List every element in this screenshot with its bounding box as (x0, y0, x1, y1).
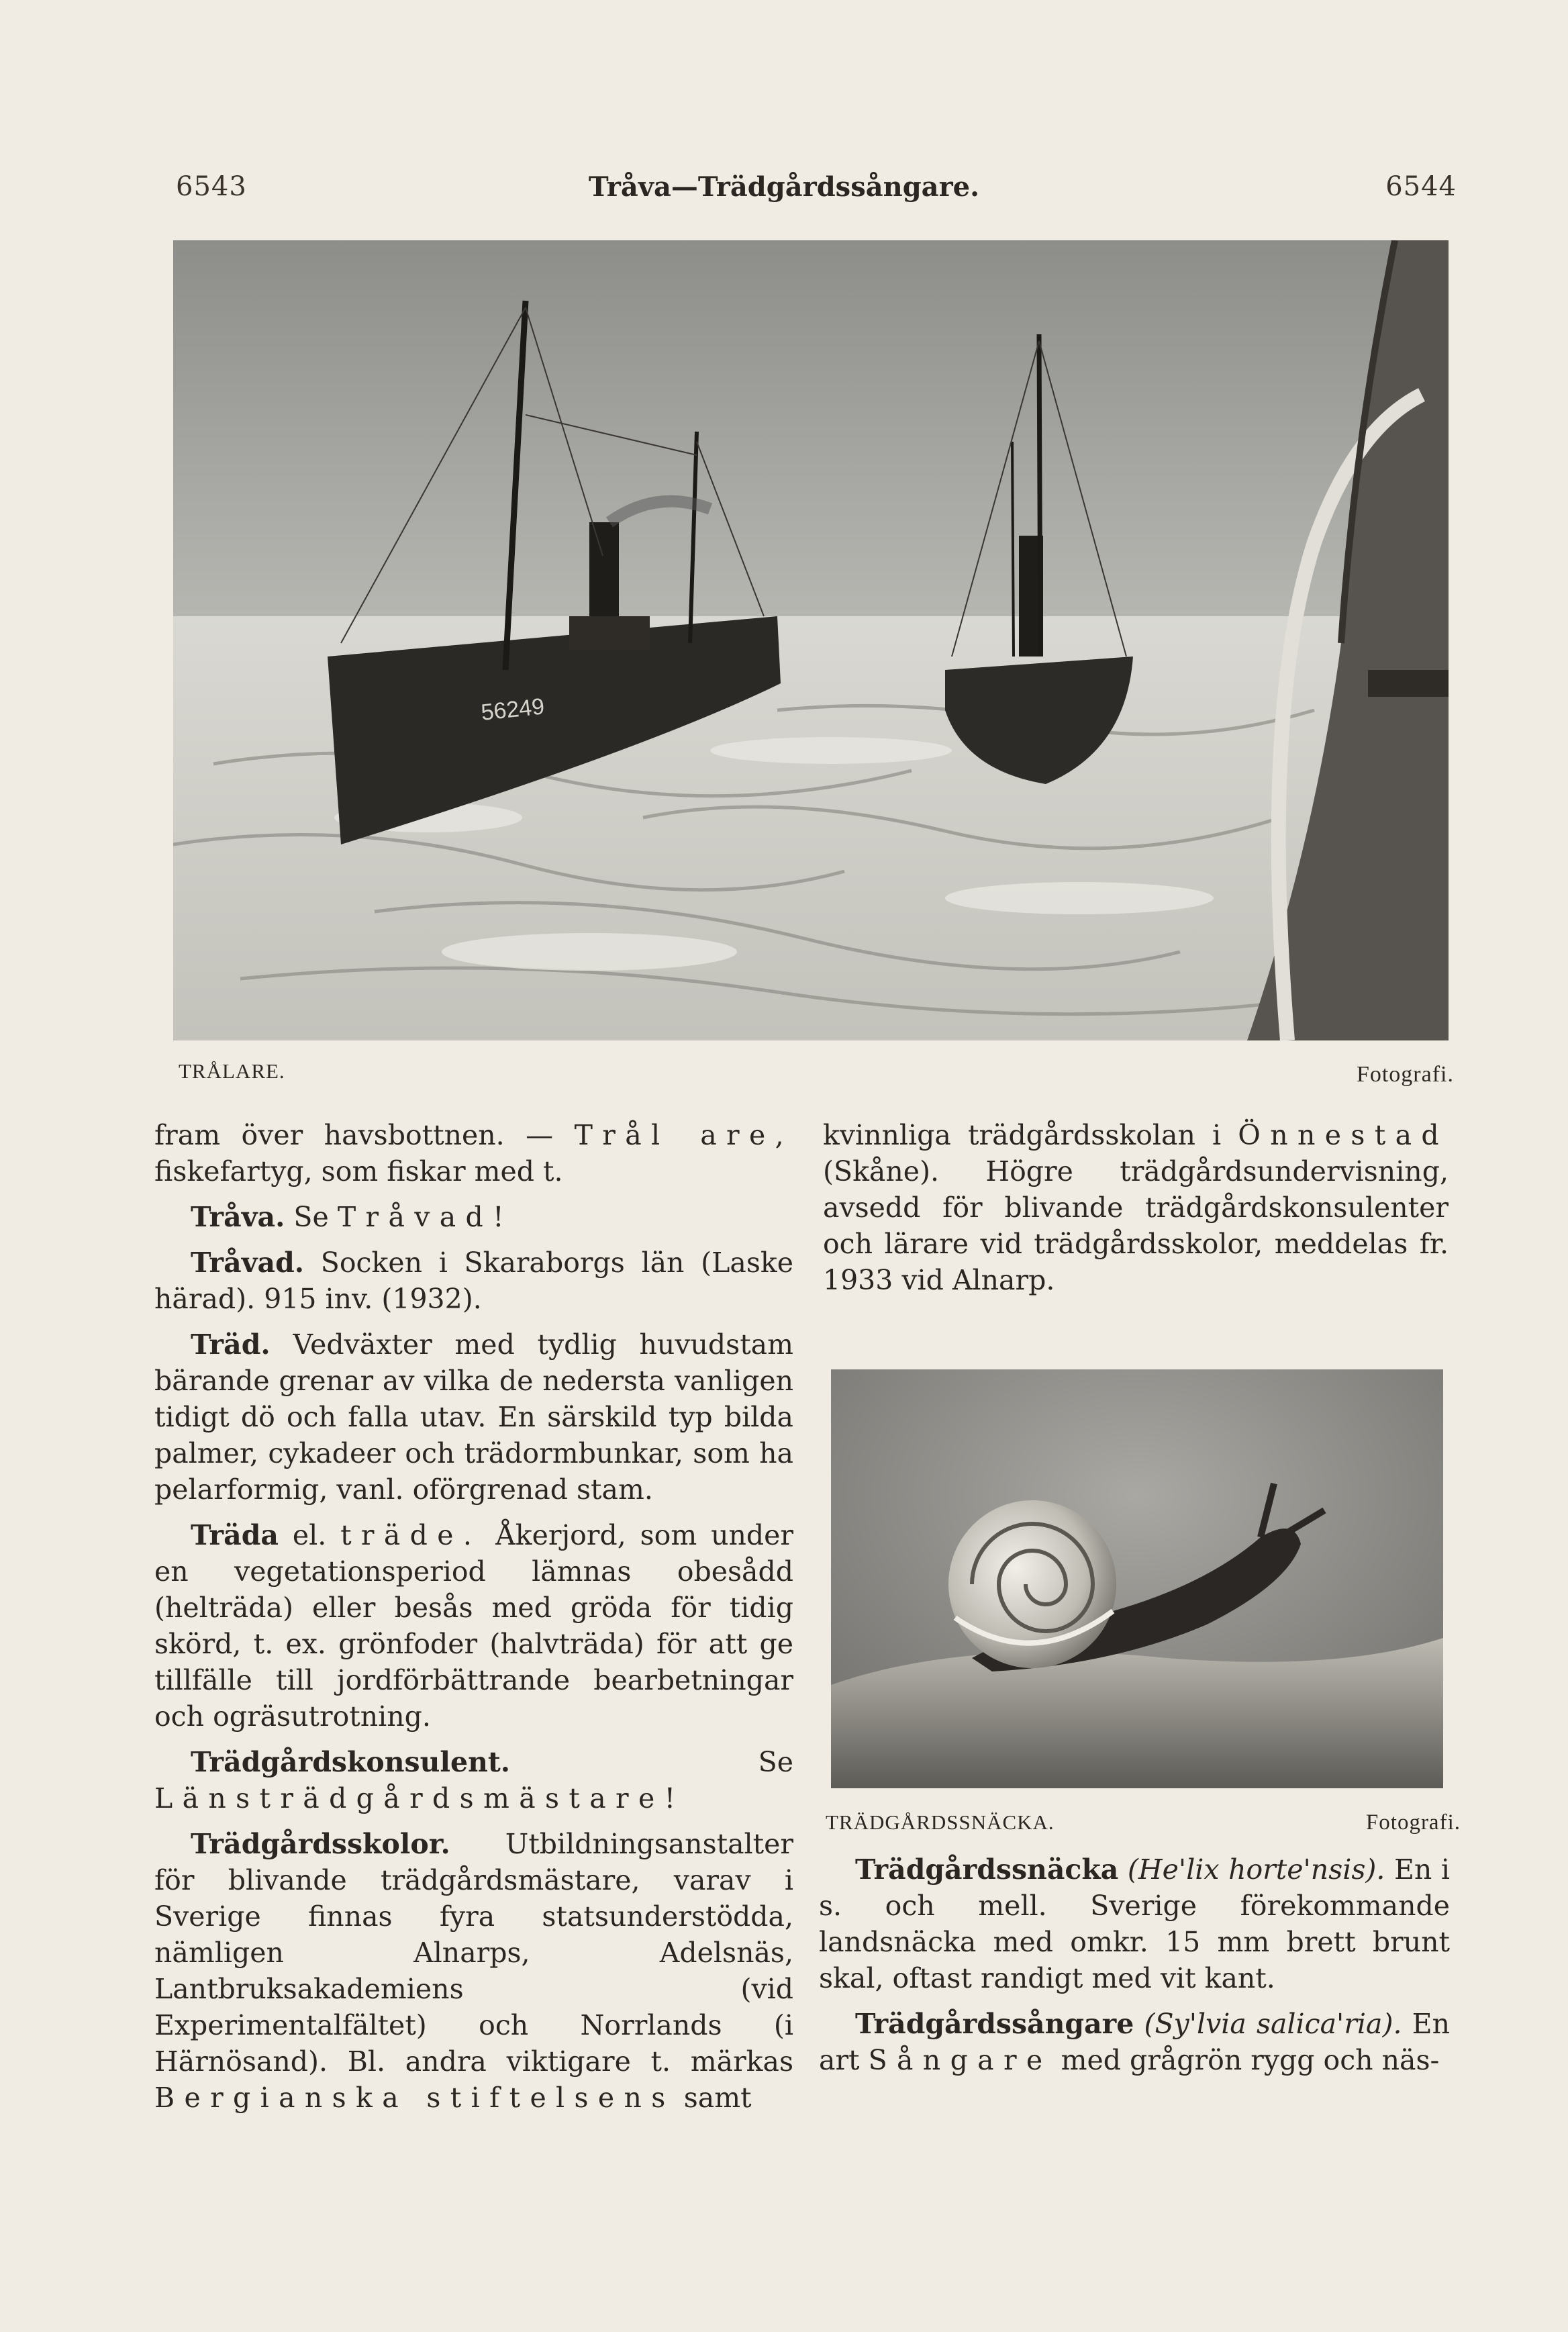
entry-tralare (154, 1117, 793, 1189)
crossref-text: Sångare (868, 2044, 1052, 2076)
text-fragment: med grågrön rygg och näs- (1061, 2044, 1440, 2076)
crossref-text: Länsträdgårdsmästare! (154, 1782, 685, 1814)
trawler-photo-credit: Fotografi. (1356, 1062, 1454, 1087)
headword: Trädgårdskonsulent. (191, 1746, 511, 1778)
headword: Trädgårdssnäcka (855, 1853, 1119, 1886)
crossref-text: Bergianska stiftelsens (154, 2082, 675, 2114)
text-fragment: fiskefartyg, som fiskar med t. (154, 1155, 563, 1187)
entry-text: (Skåne). Högre trädgårdsundervisning, avsedd för blivande trädgårdskonsulenter och lärare vid trädgårdsskolor, meddelas fr. 1933 vid Alnarp. (823, 1155, 1449, 1296)
snail-photo (831, 1369, 1443, 1788)
headword: Träd. (191, 1328, 271, 1361)
snail-photo-credit: Fotografi. (1365, 1810, 1461, 1835)
page-number-left: 6543 (176, 171, 247, 202)
entry-text: Åkerjord, som under en vegetationsperiod lämnas obesådd (helträda) eller besås med gröda för tidig skörd, t. ex. grönfoder (halvträda) för att ge tillfälle till jordförbättrande bearbetningar och ogräsutrotning. (154, 1519, 793, 1733)
crossref-text: Trål are, (574, 1119, 793, 1151)
headword: Träda (191, 1519, 279, 1551)
entry-trad (154, 1326, 793, 1508)
entry-continuation (823, 1117, 1449, 1298)
trawler-caption: TRÅLARE. (179, 1059, 285, 1083)
text-fragment: En art (819, 2008, 1450, 2076)
latin-name: (He'lix horte'nsis). (1127, 1853, 1385, 1886)
entry-trava (154, 1199, 793, 1235)
entry-trada (154, 1517, 793, 1735)
entry-tradgardssnacka (819, 1851, 1450, 1996)
crossref-text: Önnestad (1238, 1119, 1449, 1151)
entry-tradgardsskolor (154, 1826, 793, 2116)
left-column (154, 1117, 793, 2125)
entry-travad (154, 1245, 793, 1317)
right-column-top (823, 1117, 1449, 1308)
text-fragment: el. (292, 1519, 327, 1551)
latin-name: (Sy'lvia salica'ria). (1144, 2008, 1402, 2040)
entry-text: En i s. och mell. Sverige förekommande landsnäcka med omkr. 15 mm brett brunt skal, oftast randigt med vit kant. (819, 1853, 1450, 1994)
hull-number: 56249 (479, 693, 546, 726)
snail-caption: TRÄDGÅRDSSNÄCKA. (826, 1810, 1055, 1834)
entry-text: Socken i Skaraborgs län (Laske härad). 915 inv. (1932). (154, 1247, 793, 1315)
crossref-text: Tråvad! (337, 1201, 513, 1233)
text-fragment: Se (758, 1746, 793, 1778)
text-fragment: fram över havsbottnen. — (154, 1119, 554, 1151)
headword: Trädgårdssångare (855, 2008, 1134, 2040)
entry-text: Vedväxter med tydlig huvudstam bärande grenar av vilka de nedersta vanligen tidigt dö och falla utav. En särskild typ bilda palmer, cykadeer och trädormbunkar, som ha pelarformig, vanl. oförgrenad stam. (154, 1328, 793, 1506)
headword: Trädgårdsskolor. (191, 1828, 450, 1860)
crossref-text: träde. (340, 1519, 482, 1551)
headword: Tråva. (191, 1201, 285, 1233)
trawler-photo-graphic (173, 240, 1449, 1040)
entry-tradgardssangare (819, 2006, 1450, 2078)
text-fragment: kvinnliga trädgårdsskolan i (823, 1119, 1222, 1151)
page-number-right: 6544 (1385, 171, 1457, 202)
text-fragment: Se (293, 1201, 329, 1233)
entry-tradgardskonsulent (154, 1744, 793, 1816)
headword: Tråvad. (191, 1247, 305, 1279)
trawler-photo (173, 240, 1449, 1040)
snail-photo-graphic (831, 1369, 1443, 1788)
right-column-bottom (819, 1851, 1450, 2088)
entry-text: Utbildningsanstalter för blivande trädgårdsmästare, varav i Sverige finnas fyra statsunderstödda, nämligen Alnarps, Adelsnäs, Lantbruksakademiens (vid Experimentalfältet) och Norrlands (i Härnösand). Bl. andra viktigare t. märkas (154, 1828, 793, 2078)
text-fragment: samt (683, 2082, 752, 2114)
page-title: Tråva—Trädgårdssångare. (588, 171, 980, 203)
